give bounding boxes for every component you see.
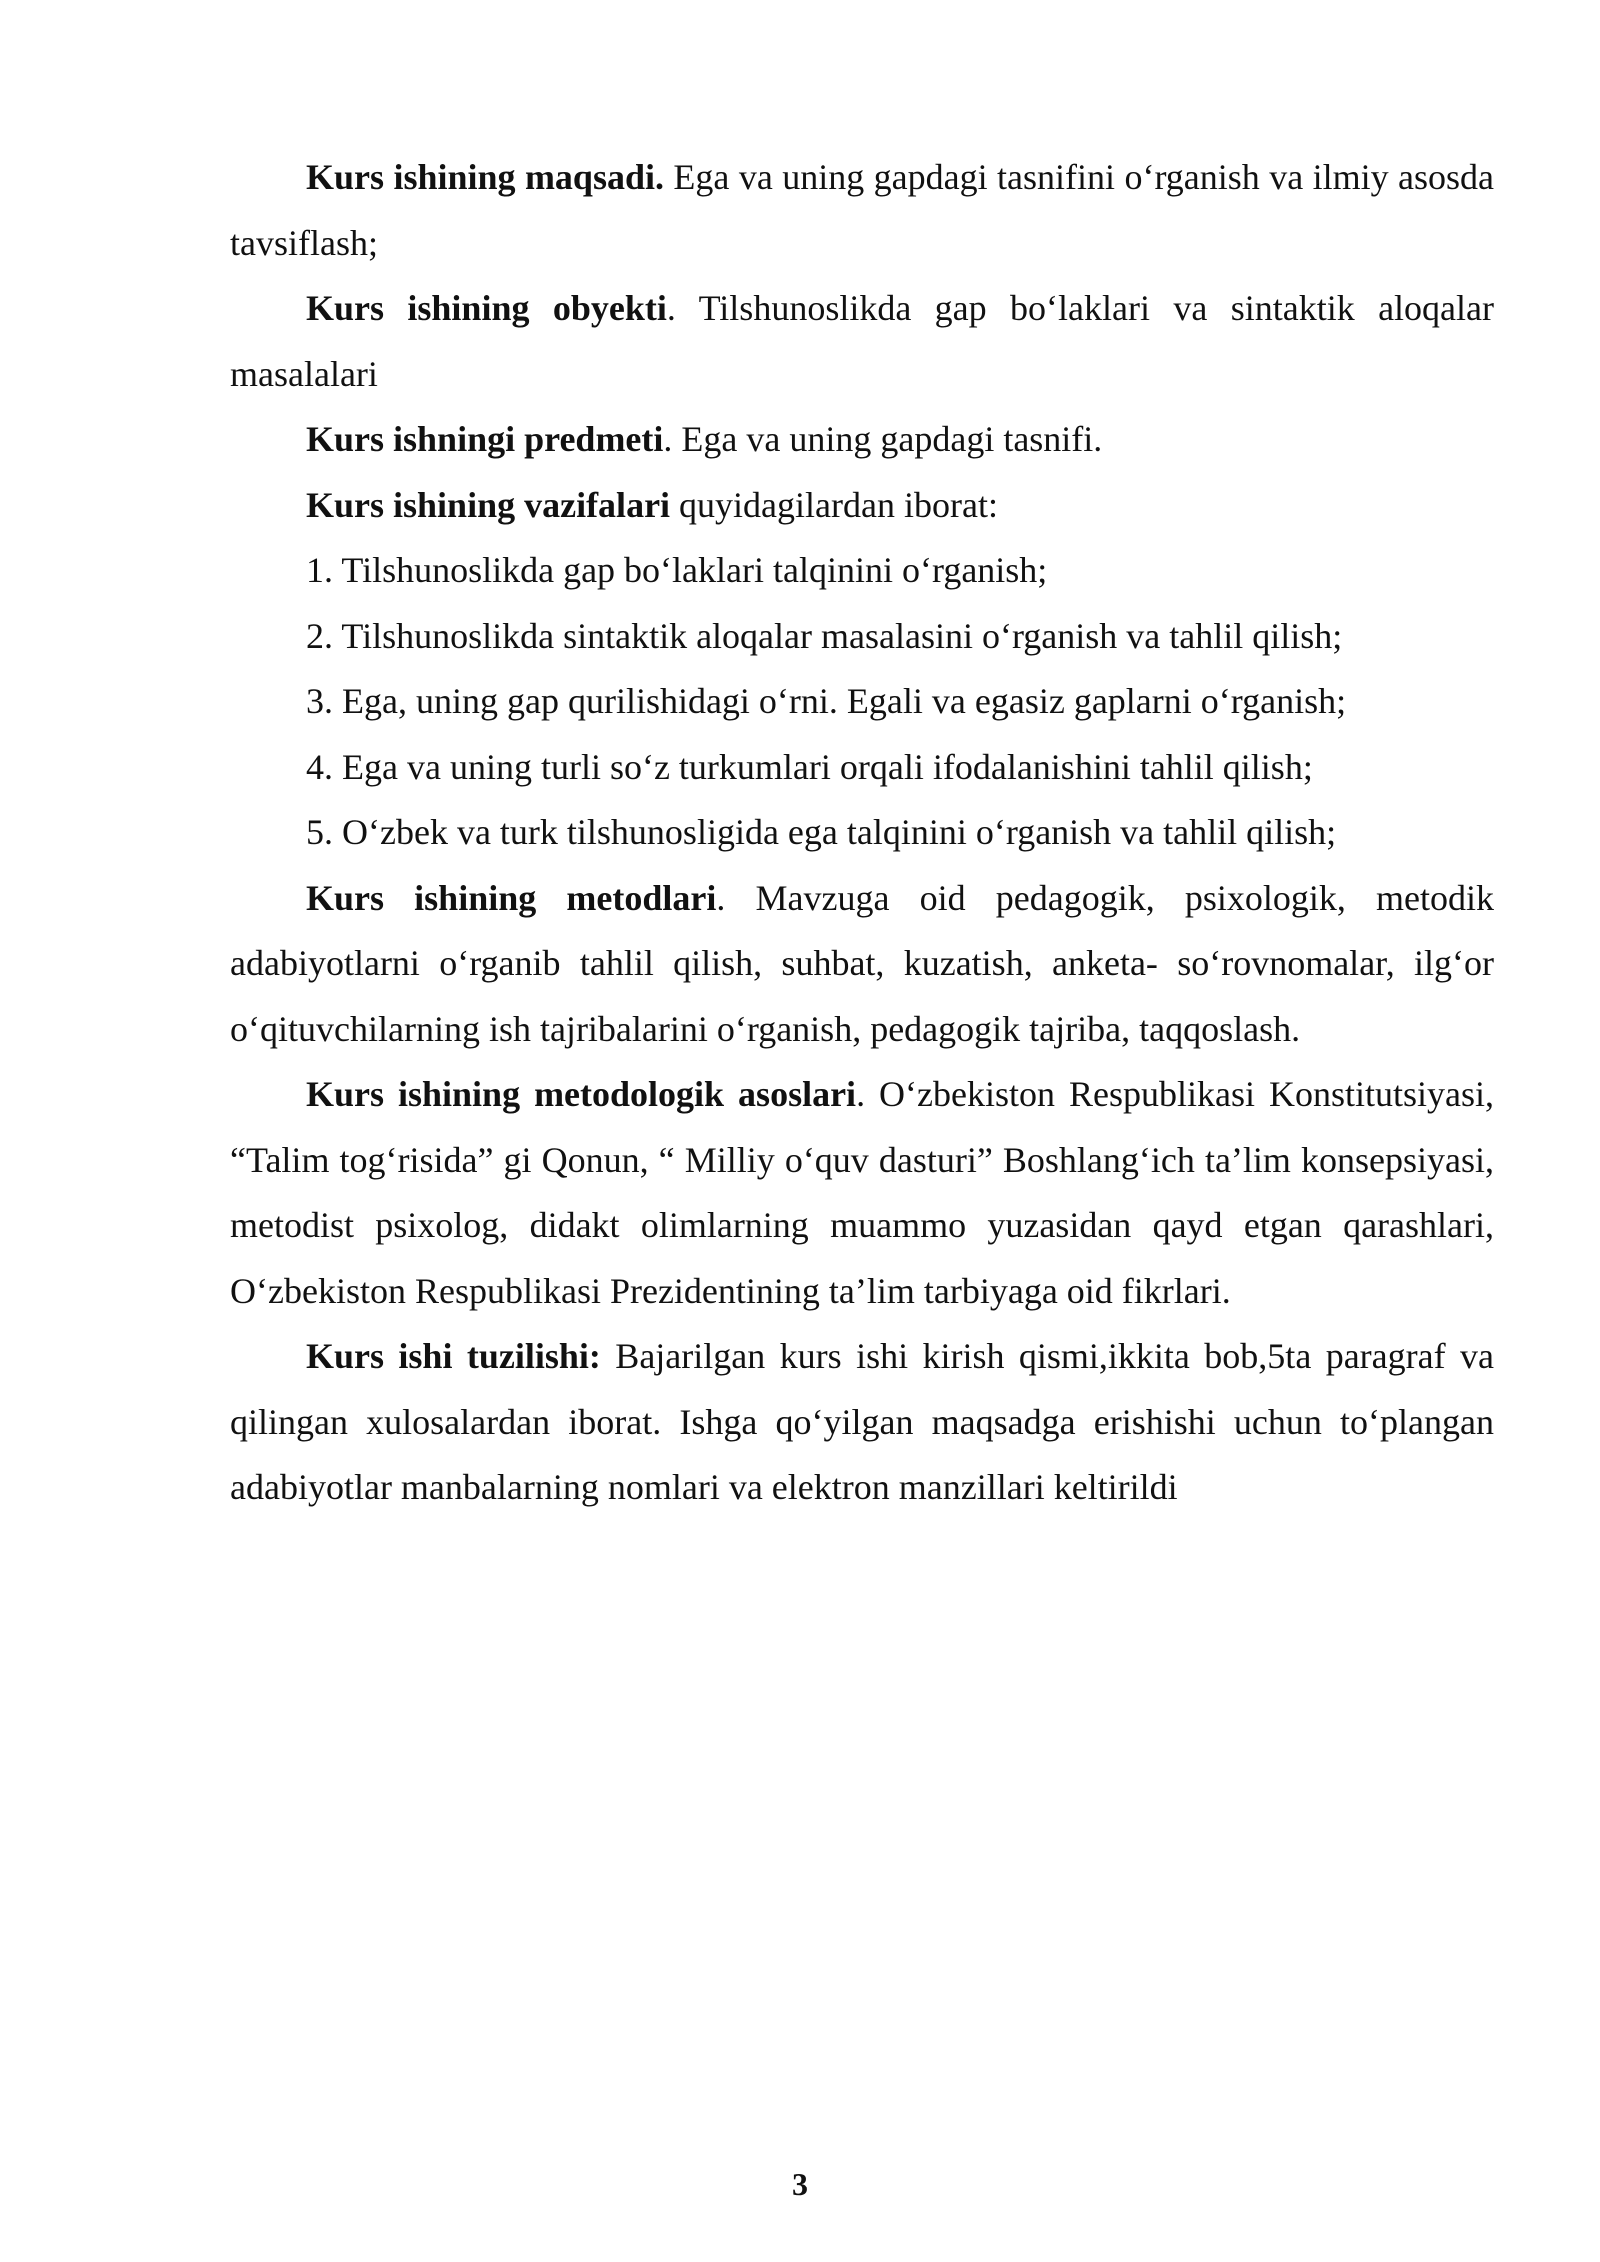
heading-tuzilishi: Kurs ishi tuzilishi:: [306, 1336, 601, 1376]
list-item: 2. Tilshunoslikda sintaktik aloqalar masalasini o‘rganish va tahlil qilish;: [306, 615, 1343, 656]
paragraph-predmet: [230, 407, 1494, 473]
heading-metodologik: Kurs ishining metodologik asoslari: [306, 1074, 857, 1114]
paragraph-vazifalar: [230, 473, 1494, 539]
text-metodlar: . Mavzuga oid pedagogik, psixologik, metodik adabiyotlarni o‘rganib tahlil qilish, suhbat, kuzatish, anketa- so‘rovnomalar, ilg‘or o‘qituvchilarning ish tajribalarini o‘rganish, pedagogik tajriba, taqqoslash.: [230, 877, 1495, 1049]
page-number: 3: [792, 2166, 808, 2202]
heading-metodlar: Kurs ishining metodlari: [306, 877, 717, 918]
heading-vazifalar: Kurs ishining vazifalari: [306, 484, 671, 525]
text-metodologik: . O‘zbekiston Respublikasi Konstitutsiyasi, “Talim tog‘risida” gi Qonun, “ Milliy o‘quv dasturi” Boshlang‘ich ta’lim konsepsiyasi, metodist psixolog, didakt olimlarning muammo yuzasidan qayd etgan qarashlari, O‘zbekiston Respublikasi Prezidentining ta’lim tarbiyaga oid fikrlari.: [230, 1074, 1494, 1311]
text-vazifalar: quyidagilardan iborat:: [670, 484, 998, 525]
text-obyekt: . Tilshunoslikda gap bo‘laklari va sintaktik aloqalar masalalari: [230, 288, 1494, 394]
text-tuzilishi: Bajarilgan kurs ishi kirish qismi,ikkita bob,5ta paragraf va qilingan xulosalardan iborat. Ishga qo‘yilgan maqsadga erishishi uchun to‘plangan adabiyotlar manbalarning nomlari va elektron manzillari keltirildi: [230, 1336, 1494, 1507]
task-list: [230, 538, 1494, 866]
list-item: 5. O‘zbek va turk tilshunosligida ega talqinini o‘rganish va tahlil qilish;: [306, 812, 1337, 852]
page-body: [230, 145, 1494, 1521]
heading-maqsad: Kurs ishining maqsadi.: [306, 157, 664, 197]
heading-obyekt: Kurs ishining obyekti: [306, 288, 667, 328]
text-maqsad: Ega va uning gapdagi tasnifini o‘rganish va ilmiy asosda tavsiflash;: [230, 157, 1495, 263]
paragraph-maqsad: [230, 145, 1494, 276]
paragraph-tuzilishi: [230, 1324, 1494, 1521]
paragraph-obyekt: [230, 276, 1494, 407]
paragraph-metodlar: [230, 866, 1494, 1063]
paragraph-metodologik: [230, 1062, 1494, 1324]
list-item: 1. Tilshunoslikda gap bo‘laklari talqinini o‘rganish;: [306, 550, 1048, 590]
list-item: 3. Ega, uning gap qurilishidagi o‘rni. Egali va egasiz gaplarni o‘rganish;: [306, 681, 1347, 721]
list-item: 4. Ega va uning turli so‘z turkumlari orqali ifodalanishini tahlil qilish;: [306, 746, 1313, 787]
heading-predmet: Kurs ishningi predmeti: [306, 419, 664, 459]
text-predmet: . Ega va uning gapdagi tasnifi.: [663, 419, 1103, 459]
